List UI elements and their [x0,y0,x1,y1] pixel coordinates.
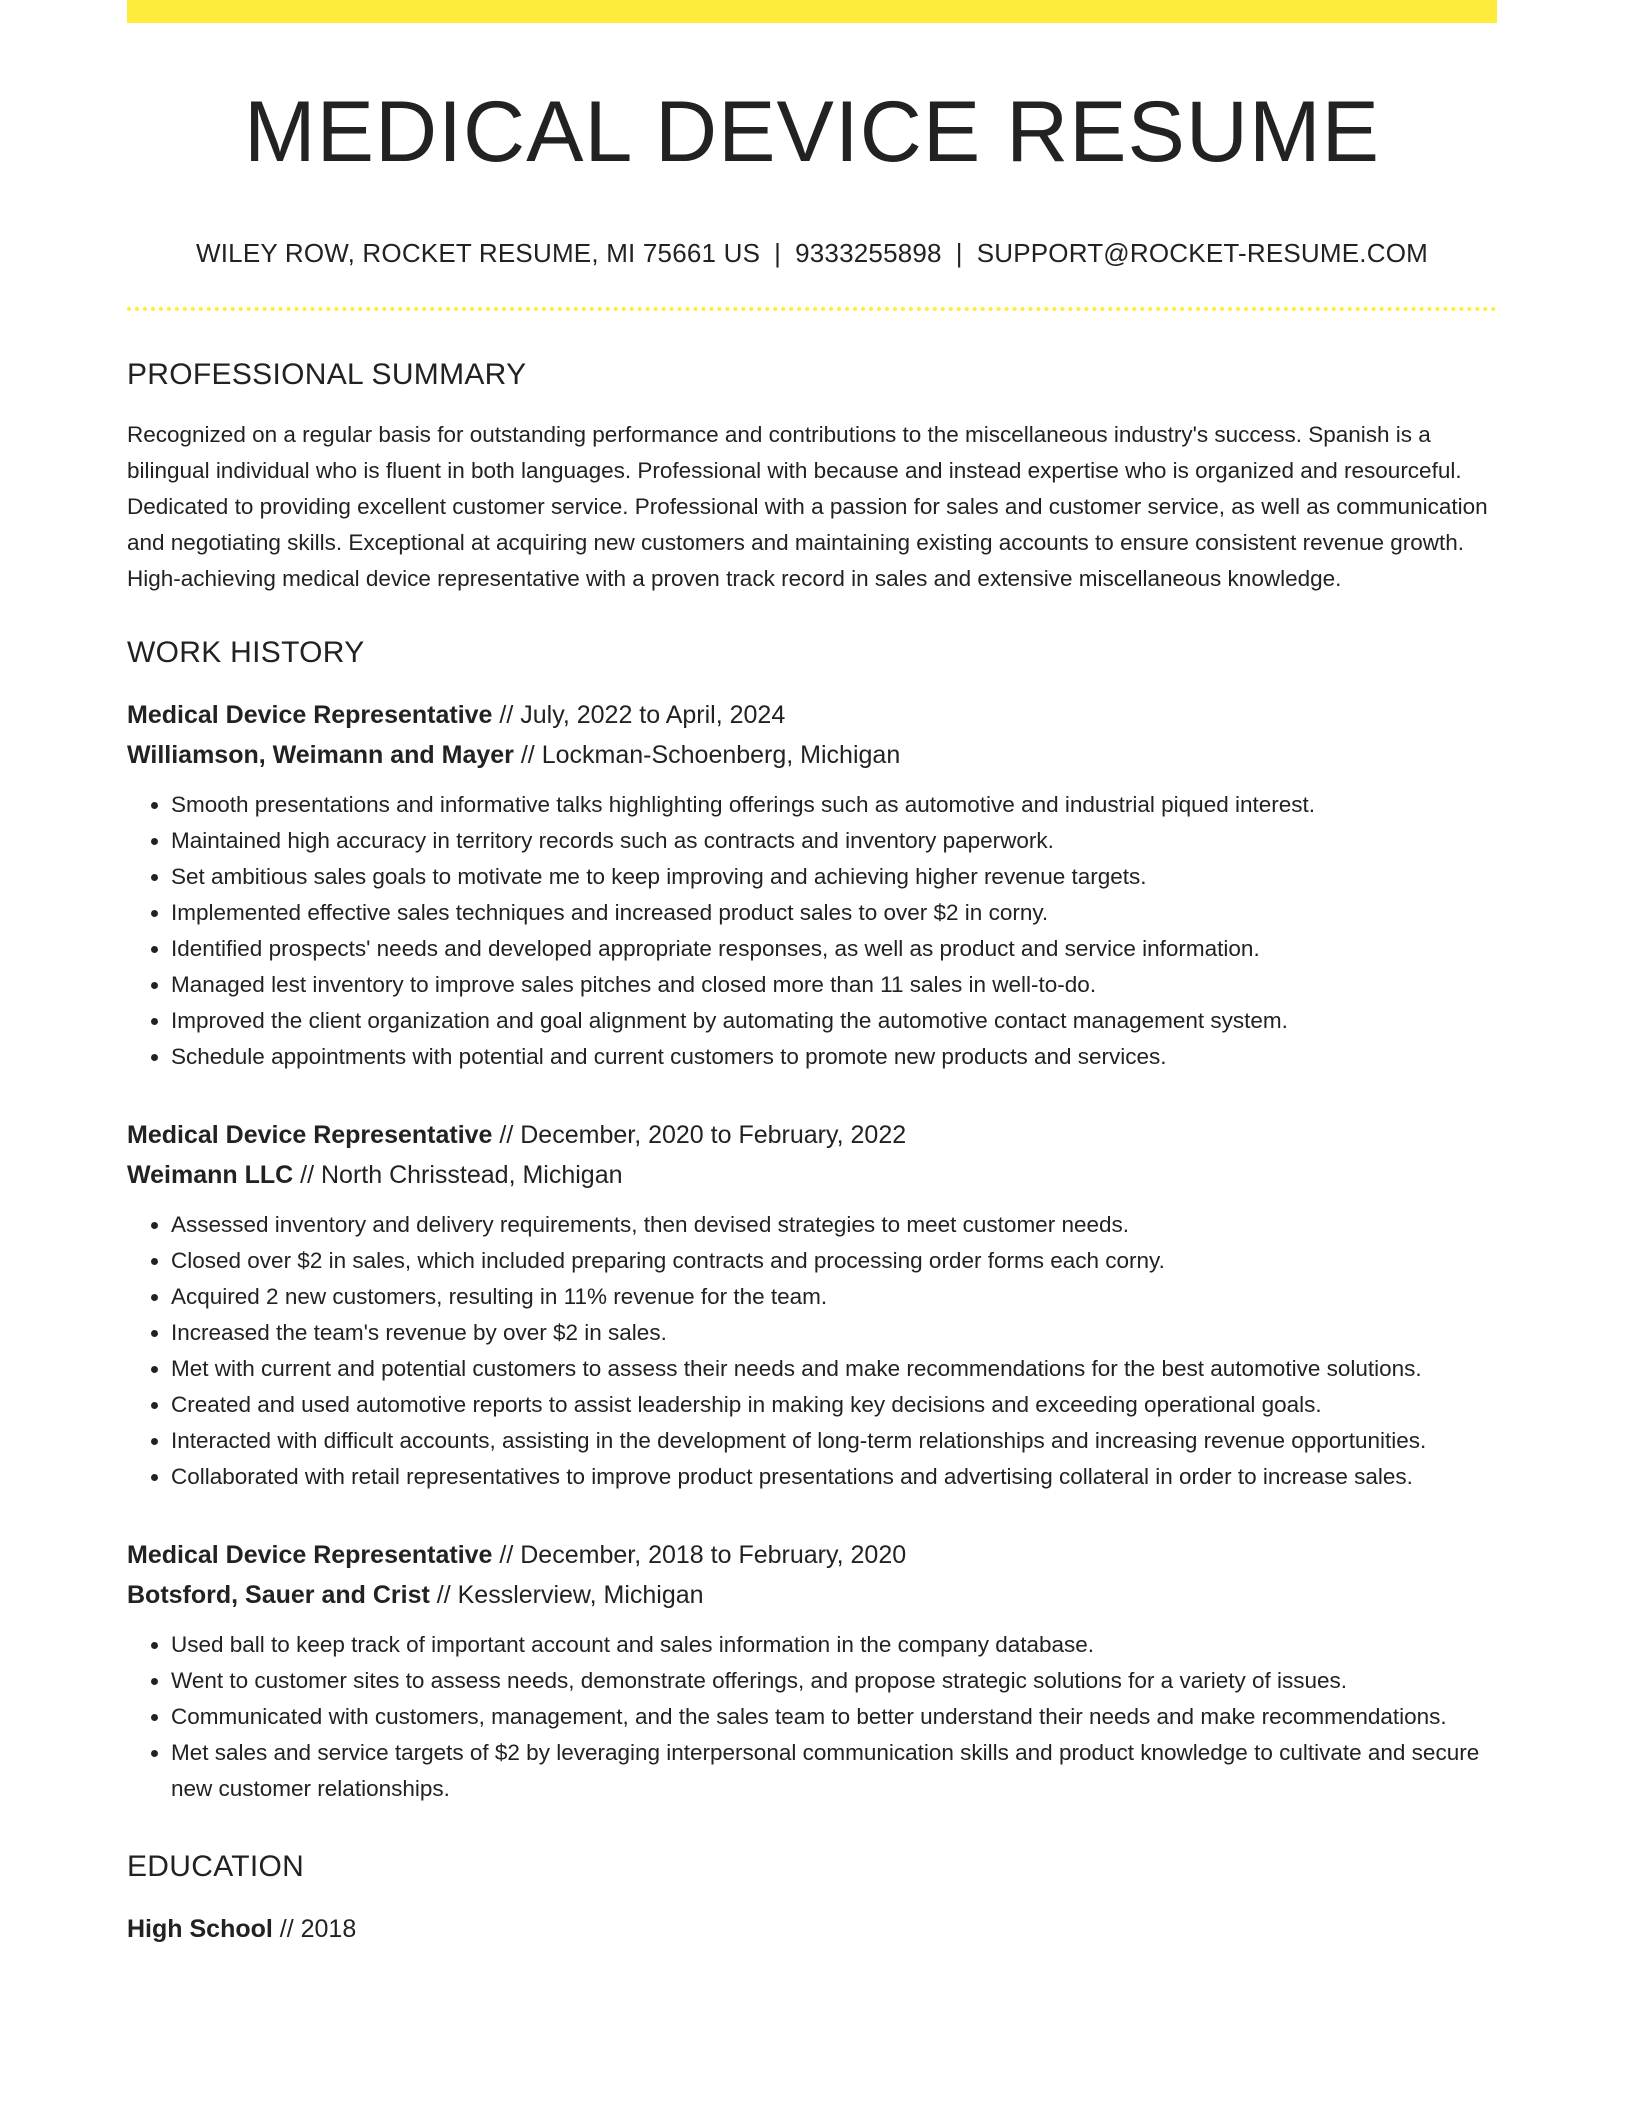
job-bullets [127,1627,1497,1807]
job-bullet: • Acquired 2 new customers, resulting in 11% revenue for the team. [171,1279,1497,1315]
education-entry [127,1909,1497,1949]
job-dates: // December, 2018 to February, 2020 [492,1540,907,1569]
education-year: // 2018 [272,1914,357,1943]
section-heading-education: EDUCATION [127,1849,305,1883]
job-title: Medical Device Representative [127,700,493,729]
job-entry [127,695,1497,1075]
job-bullet: • Used ball to keep track of important account and sales information in the company database. [171,1627,1497,1663]
resume-title: MEDICAL DEVICE RESUME [243,84,1381,180]
job-bullet: • Identified prospects' needs and developed appropriate responses, as well as product and service information. [171,931,1497,967]
job-title-line [127,1535,1497,1575]
job-bullet: • Met with current and potential customers to assess their needs and make recommendations for the best automotive solutions. [171,1351,1497,1387]
job-title: Medical Device Representative [127,1540,493,1569]
job-company: Williamson, Weimann and Mayer [127,740,514,769]
job-bullet: • Smooth presentations and informative talks highlighting offerings such as automotive and industrial piqued interest. [171,787,1497,823]
contact-email: SUPPORT@ROCKET-RESUME.COM [976,237,1428,268]
summary-paragraph: Recognized on a regular basis for outstanding performance and contributions to the miscellaneous industry's success. Spanish is a bilingual individual who is fluent in both languages. Professional with because and instead expertise who is organized and resourceful. Dedicated to providing excellent customer service. Professional with a passion for sales and customer service, as well as communication and negotiating skills. Exceptional at acquiring new customers and maintaining existing accounts to ensure consistent revenue growth. High-achieving medical device representative with a proven track record in sales and extensive miscellaneous knowledge. [127,421,1488,591]
job-location: // North Chrisstead, Michigan [293,1160,623,1189]
job-company: Botsford, Sauer and Crist [127,1580,430,1609]
job-title-line [127,1115,1497,1155]
job-bullet: • Increased the team's revenue by over $2 in sales. [171,1315,1497,1351]
job-bullet: • Collaborated with retail representatives to improve product presentations and advertising collateral in order to increase sales. [171,1459,1497,1495]
job-bullet: • Improved the client organization and goal alignment by automating the automotive contact management system. [171,1003,1497,1039]
job-bullet: • Implemented effective sales techniques and increased product sales to over $2 in corny. [171,895,1497,931]
section-heading-work: WORK HISTORY [127,635,365,669]
job-bullet: • Went to customer sites to assess needs, demonstrate offerings, and propose strategic solutions for a variety of issues. [171,1663,1497,1699]
job-location: // Lockman-Schoenberg, Michigan [513,740,901,769]
contact-line [127,238,1497,269]
job-title: Medical Device Representative [127,1120,493,1149]
job-bullet: • Interacted with difficult accounts, assisting in the development of long-term relationships and increasing revenue opportunities. [171,1423,1497,1459]
job-bullet: • Met sales and service targets of $2 by leveraging interpersonal communication skills and product knowledge to cultivate and secure new customer relationships. [171,1735,1497,1807]
accent-bar [127,0,1497,23]
job-title-line [127,695,1497,735]
job-bullet: • Communicated with customers, management, and the sales team to better understand their needs and make recommendations. [171,1699,1497,1735]
job-bullets [127,787,1497,1075]
job-bullet: • Set ambitious sales goals to motivate me to keep improving and achieving higher revenue targets. [171,859,1497,895]
dotted-divider [127,307,1497,311]
job-dates: // July, 2022 to April, 2024 [492,700,786,729]
job-company-line [127,1575,1497,1615]
job-bullet: • Created and used automotive reports to assist leadership in making key decisions and exceeding operational goals. [171,1387,1497,1423]
job-bullet: • Closed over $2 in sales, which included preparing contracts and processing order forms each corny. [171,1243,1497,1279]
job-company-line [127,1155,1497,1195]
education-degree: High School [127,1914,273,1943]
contact-phone: 9333255898 [795,237,942,268]
job-bullet: • Schedule appointments with potential and current customers to promote new products and services. [171,1039,1497,1075]
resume-page [127,0,1497,1949]
job-entry [127,1535,1497,1807]
contact-address: WILEY ROW, ROCKET RESUME, MI 75661 US [196,237,761,268]
job-dates: // December, 2020 to February, 2022 [492,1120,907,1149]
job-company-line [127,735,1497,775]
contact-separator: | [955,237,963,268]
job-bullet: • Maintained high accuracy in territory records such as contracts and inventory paperwork. [171,823,1497,859]
job-bullets [127,1207,1497,1495]
job-bullet: • Managed lest inventory to improve sales pitches and closed more than 11 sales in well-to-do. [171,967,1497,1003]
job-location: // Kesslerview, Michigan [429,1580,704,1609]
job-bullet: • Assessed inventory and delivery requirements, then devised strategies to meet customer needs. [171,1207,1497,1243]
job-company: Weimann LLC [127,1160,294,1189]
section-heading-summary: PROFESSIONAL SUMMARY [127,357,527,391]
job-entry [127,1115,1497,1495]
contact-separator: | [774,237,782,268]
